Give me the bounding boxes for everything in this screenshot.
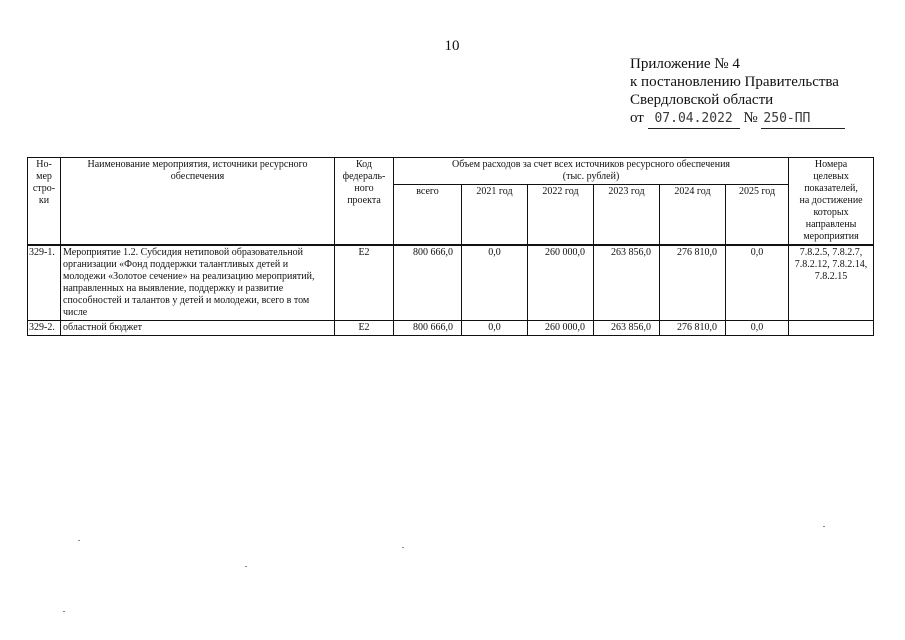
row-2024: 276 810,0 <box>660 321 726 336</box>
header-total: всего <box>394 185 462 245</box>
scan-speck <box>63 611 65 612</box>
row-indicators: 7.8.2.5, 7.8.2.7, 7.8.2.12, 7.8.2.14, 7.8.2.15 <box>789 245 874 321</box>
table-row <box>28 321 874 336</box>
scan-speck <box>402 547 404 548</box>
scan-speck <box>78 540 80 541</box>
row-name: Мероприятие 1.2. Субсидия нетиповой образовательной организации «Фонд поддержки талантливых детей и молодежи «Золотое сечение» на реализацию мероприятий, направленных на выявление, поддержку и развитие способностей и талантов у детей и молодежи, всего в том числе <box>61 245 335 321</box>
decree-number: 250-ПП <box>761 110 845 129</box>
row-number: 329-2. <box>28 321 61 336</box>
appendix-decree-line: к постановлению Правительства <box>630 74 839 90</box>
header-2024: 2024 год <box>660 185 726 245</box>
header-2023: 2023 год <box>594 185 660 245</box>
row-federal-code: E2 <box>335 245 394 321</box>
header-2022: 2022 год <box>528 185 594 245</box>
row-total: 800 666,0 <box>394 321 462 336</box>
header-name: Наименование мероприятия, источники ресурсного обеспечения <box>61 158 335 246</box>
header-2025: 2025 год <box>726 185 789 245</box>
scan-speck <box>245 566 247 567</box>
row-name: областной бюджет <box>61 321 335 336</box>
header-2021: 2021 год <box>462 185 528 245</box>
header-indicators: Номера целевых показателей, на достижение которых направлены мероприятия <box>789 158 874 246</box>
row-2022: 260 000,0 <box>528 245 594 321</box>
row-federal-code: E2 <box>335 321 394 336</box>
row-2023: 263 856,0 <box>594 321 660 336</box>
appendix-title: Приложение № 4 <box>630 56 740 72</box>
row-total: 800 666,0 <box>394 245 462 321</box>
row-2023: 263 856,0 <box>594 245 660 321</box>
row-indicators <box>789 321 874 336</box>
row-2025: 0,0 <box>726 245 789 321</box>
row-2022: 260 000,0 <box>528 321 594 336</box>
header-row-number: Но- мер стро- ки <box>28 158 61 246</box>
from-label: от <box>630 110 644 126</box>
expenses-table <box>27 157 874 336</box>
decree-date: 07.04.2022 <box>648 110 740 129</box>
header-federal-code: Код федераль- ного проекта <box>335 158 394 246</box>
number-label: № <box>743 110 758 126</box>
scan-speck <box>823 526 825 527</box>
row-2024: 276 810,0 <box>660 245 726 321</box>
appendix-header <box>630 55 890 129</box>
row-number: 329-1. <box>28 245 61 321</box>
appendix-date-line <box>630 109 890 129</box>
appendix-region-line: Свердловской области <box>630 92 774 108</box>
row-2025: 0,0 <box>726 321 789 336</box>
row-2021: 0,0 <box>462 245 528 321</box>
header-expenses: Объем расходов за счет всех источников ресурсного обеспечения (тыс. рублей) <box>394 158 789 185</box>
table-row <box>28 245 874 321</box>
row-2021: 0,0 <box>462 321 528 336</box>
page-number: 10 <box>444 38 460 54</box>
